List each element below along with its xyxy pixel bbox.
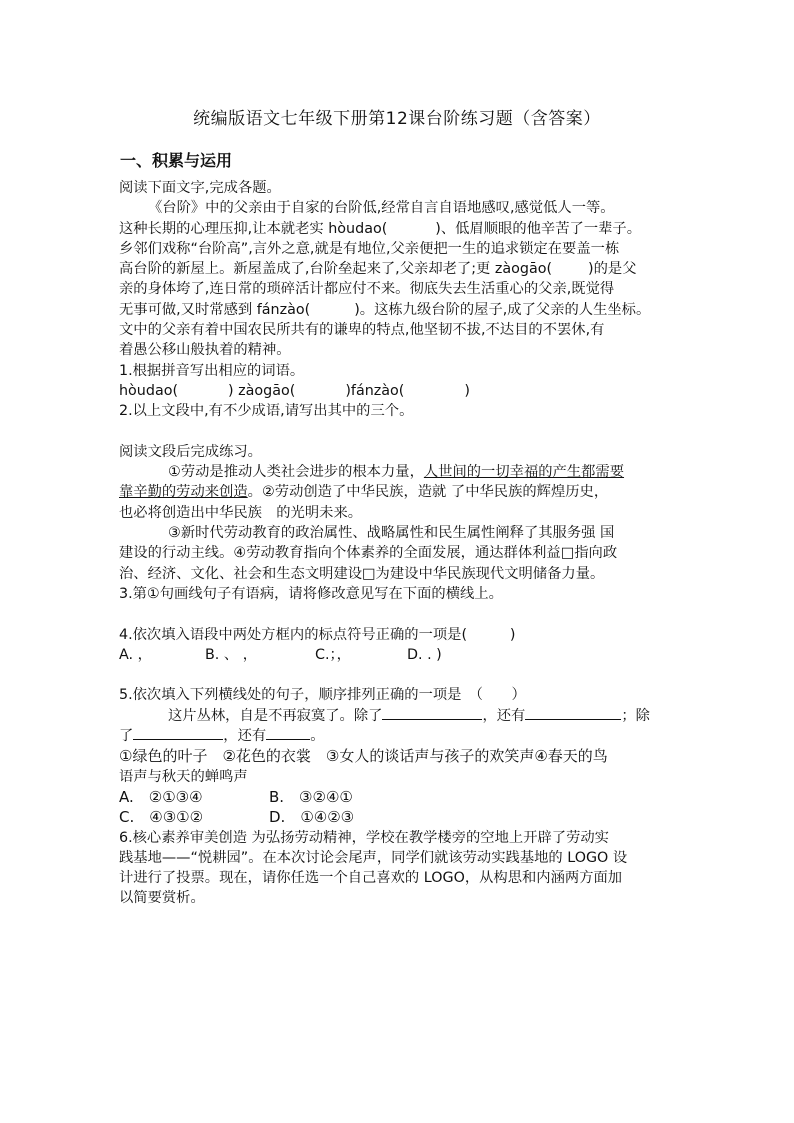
fill-blank <box>382 706 482 720</box>
pinyin-text: )fánzào( <box>345 382 405 399</box>
passage1-line: 着愚公移山般执着的精神。 <box>119 342 291 359</box>
passage1-line <box>119 259 677 279</box>
question-6: 6.核心素养审美创造 为弘扬劳动精神，学校在教学楼旁的空地上开辟了劳动实 <box>119 829 609 846</box>
passage1-text: )、低眉顺眼的他辛苦了一辈子。 <box>435 220 642 237</box>
question-1: 1.根据拼音写出相应的词语。 <box>119 362 305 379</box>
passage1-line: 亲的身体垮了,连日常的琐碎活计都应付不来。彻底失去生活重心的父亲,既觉得 <box>119 281 615 298</box>
passage1-line <box>119 219 677 239</box>
passage1-text: )。这栋九级台阶的屋子,成了父亲的人生坐标。 <box>354 301 651 318</box>
question-2: 2.以上文段中,有不少成语,请写出其中的三个。 <box>119 403 414 420</box>
passage1-text: 无事可做,又时常感到 fánzào( <box>119 301 311 318</box>
passage1-line: 文中的父亲有着中国农民所共有的谦卑的特点,他坚韧不拔,不达目的不罢休,有 <box>119 322 605 339</box>
sentence-text: ；除 <box>621 707 650 724</box>
option-a: A. ， <box>119 646 152 663</box>
passage2-line: ③新时代劳动教育的政治属性、战略属性和民生属性阐释了其服务强 国 <box>168 525 615 542</box>
question-5-items: 语声与秋天的蝉鸣声 <box>119 768 248 785</box>
underlined-sentence: 人世间的一切幸福的产生都需要 <box>423 464 625 481</box>
question-6: 践基地——“悦耕园”。在本次讨论会尾声，同学们就该劳动实践基地的 LOGO 设 <box>119 849 628 866</box>
option-c: C.；， <box>315 646 351 663</box>
question-4: 4.依次填入语段中两处方框内的标点符号正确的一项是( ) <box>119 626 516 643</box>
passage2-text: 。②劳动创造了中华民族，造就 了中华民族的辉煌历史， <box>247 484 609 501</box>
passage2-line: 建设的行动主线。④劳动教育指向个体素养的全面发展，通达群体利益□指向政 <box>119 545 618 562</box>
passage2-text: ①劳动是推动人类社会进步的根本力量， <box>168 464 424 481</box>
fill-blank <box>266 726 310 740</box>
option-c: C. ④③①② <box>119 808 204 827</box>
passage2-intro: 阅读文段后完成练习。 <box>119 443 262 460</box>
option-d: D. ①④②③ <box>269 808 355 827</box>
pinyin-text: ) <box>464 382 470 399</box>
passage1-text: 这种长期的心理压抑,让本就老实 hòudao( <box>119 220 388 237</box>
question-5-options <box>119 807 677 827</box>
question-1-pinyin <box>119 381 677 401</box>
passage1-text: 高台阶的新屋上。新屋盖成了,台阶垒起来了,父亲却老了;更 zàogāo( <box>119 261 553 278</box>
document-body <box>119 178 677 909</box>
question-3: 3.第①句画线句子有语病，请将修改意见写在下面的横线上。 <box>119 585 503 602</box>
passage1-line <box>119 300 677 320</box>
passage1-line: 乡邻们戏称“台阶高”,言外之意,就是有地位,父亲便把一生的追求锁定在要盖一栋 <box>119 240 620 257</box>
passage2-line: 治、经济、文化、社会和生态文明建设□为建设中华民族现代文明储备力量。 <box>119 565 605 582</box>
option-b: B. ③②④① <box>269 787 353 806</box>
page-title: 统编版语文七年级下册第12课台阶练习题（含答案） <box>193 109 601 129</box>
question-6: 以简要赏析。 <box>119 890 205 907</box>
question-5-sentence <box>119 726 677 746</box>
passage1-text: )的是父 <box>588 261 637 278</box>
option-a: A. ②①③④ <box>119 787 203 806</box>
question-5: 5.依次填入下列横线处的句子，顺序排列正确的一项是 （ ） <box>119 687 526 704</box>
sentence-text: ，还有 <box>223 728 267 745</box>
sentence-text: 。 <box>310 728 325 745</box>
pinyin-text: hòudao( <box>119 382 179 399</box>
passage2-line: 也必将创造出中华民族 的光明未来。 <box>119 504 363 521</box>
section-heading: 一、积累与运用 <box>120 151 233 170</box>
question-6: 计进行了投票。现在，请你任选一个自己喜欢的 LOGO，从构思和内涵两方面加 <box>119 870 623 887</box>
passage2-line <box>119 462 677 482</box>
sentence-text: 这片丛林，自是不再寂寞了。除了 <box>168 707 383 724</box>
sentence-text: ，还有 <box>482 707 526 724</box>
question-5-options <box>119 787 677 807</box>
option-d: D. . ) <box>407 646 442 663</box>
fill-blank <box>525 706 621 720</box>
question-4-options <box>119 645 677 665</box>
question-5-sentence <box>119 706 677 726</box>
fill-blank <box>133 726 223 740</box>
pinyin-text: ) zàogāo( <box>228 382 296 399</box>
option-b: B. 、 ， <box>205 646 258 663</box>
question-5-items: ①绿色的叶子 ②花色的衣裳 ③女人的谈话声与孩子的欢笑声④春天的鸟 <box>119 747 608 766</box>
underlined-sentence: 靠辛勤的劳动来创造 <box>119 484 248 501</box>
passage1-intro: 阅读下面文字,完成各题。 <box>119 180 281 196</box>
passage1-line: 《台阶》中的父亲由于自家的台阶低,经常自言自语地感叹,感觉低人一等。 <box>148 200 615 217</box>
sentence-text: 了 <box>119 728 134 745</box>
passage2-line <box>119 482 677 502</box>
